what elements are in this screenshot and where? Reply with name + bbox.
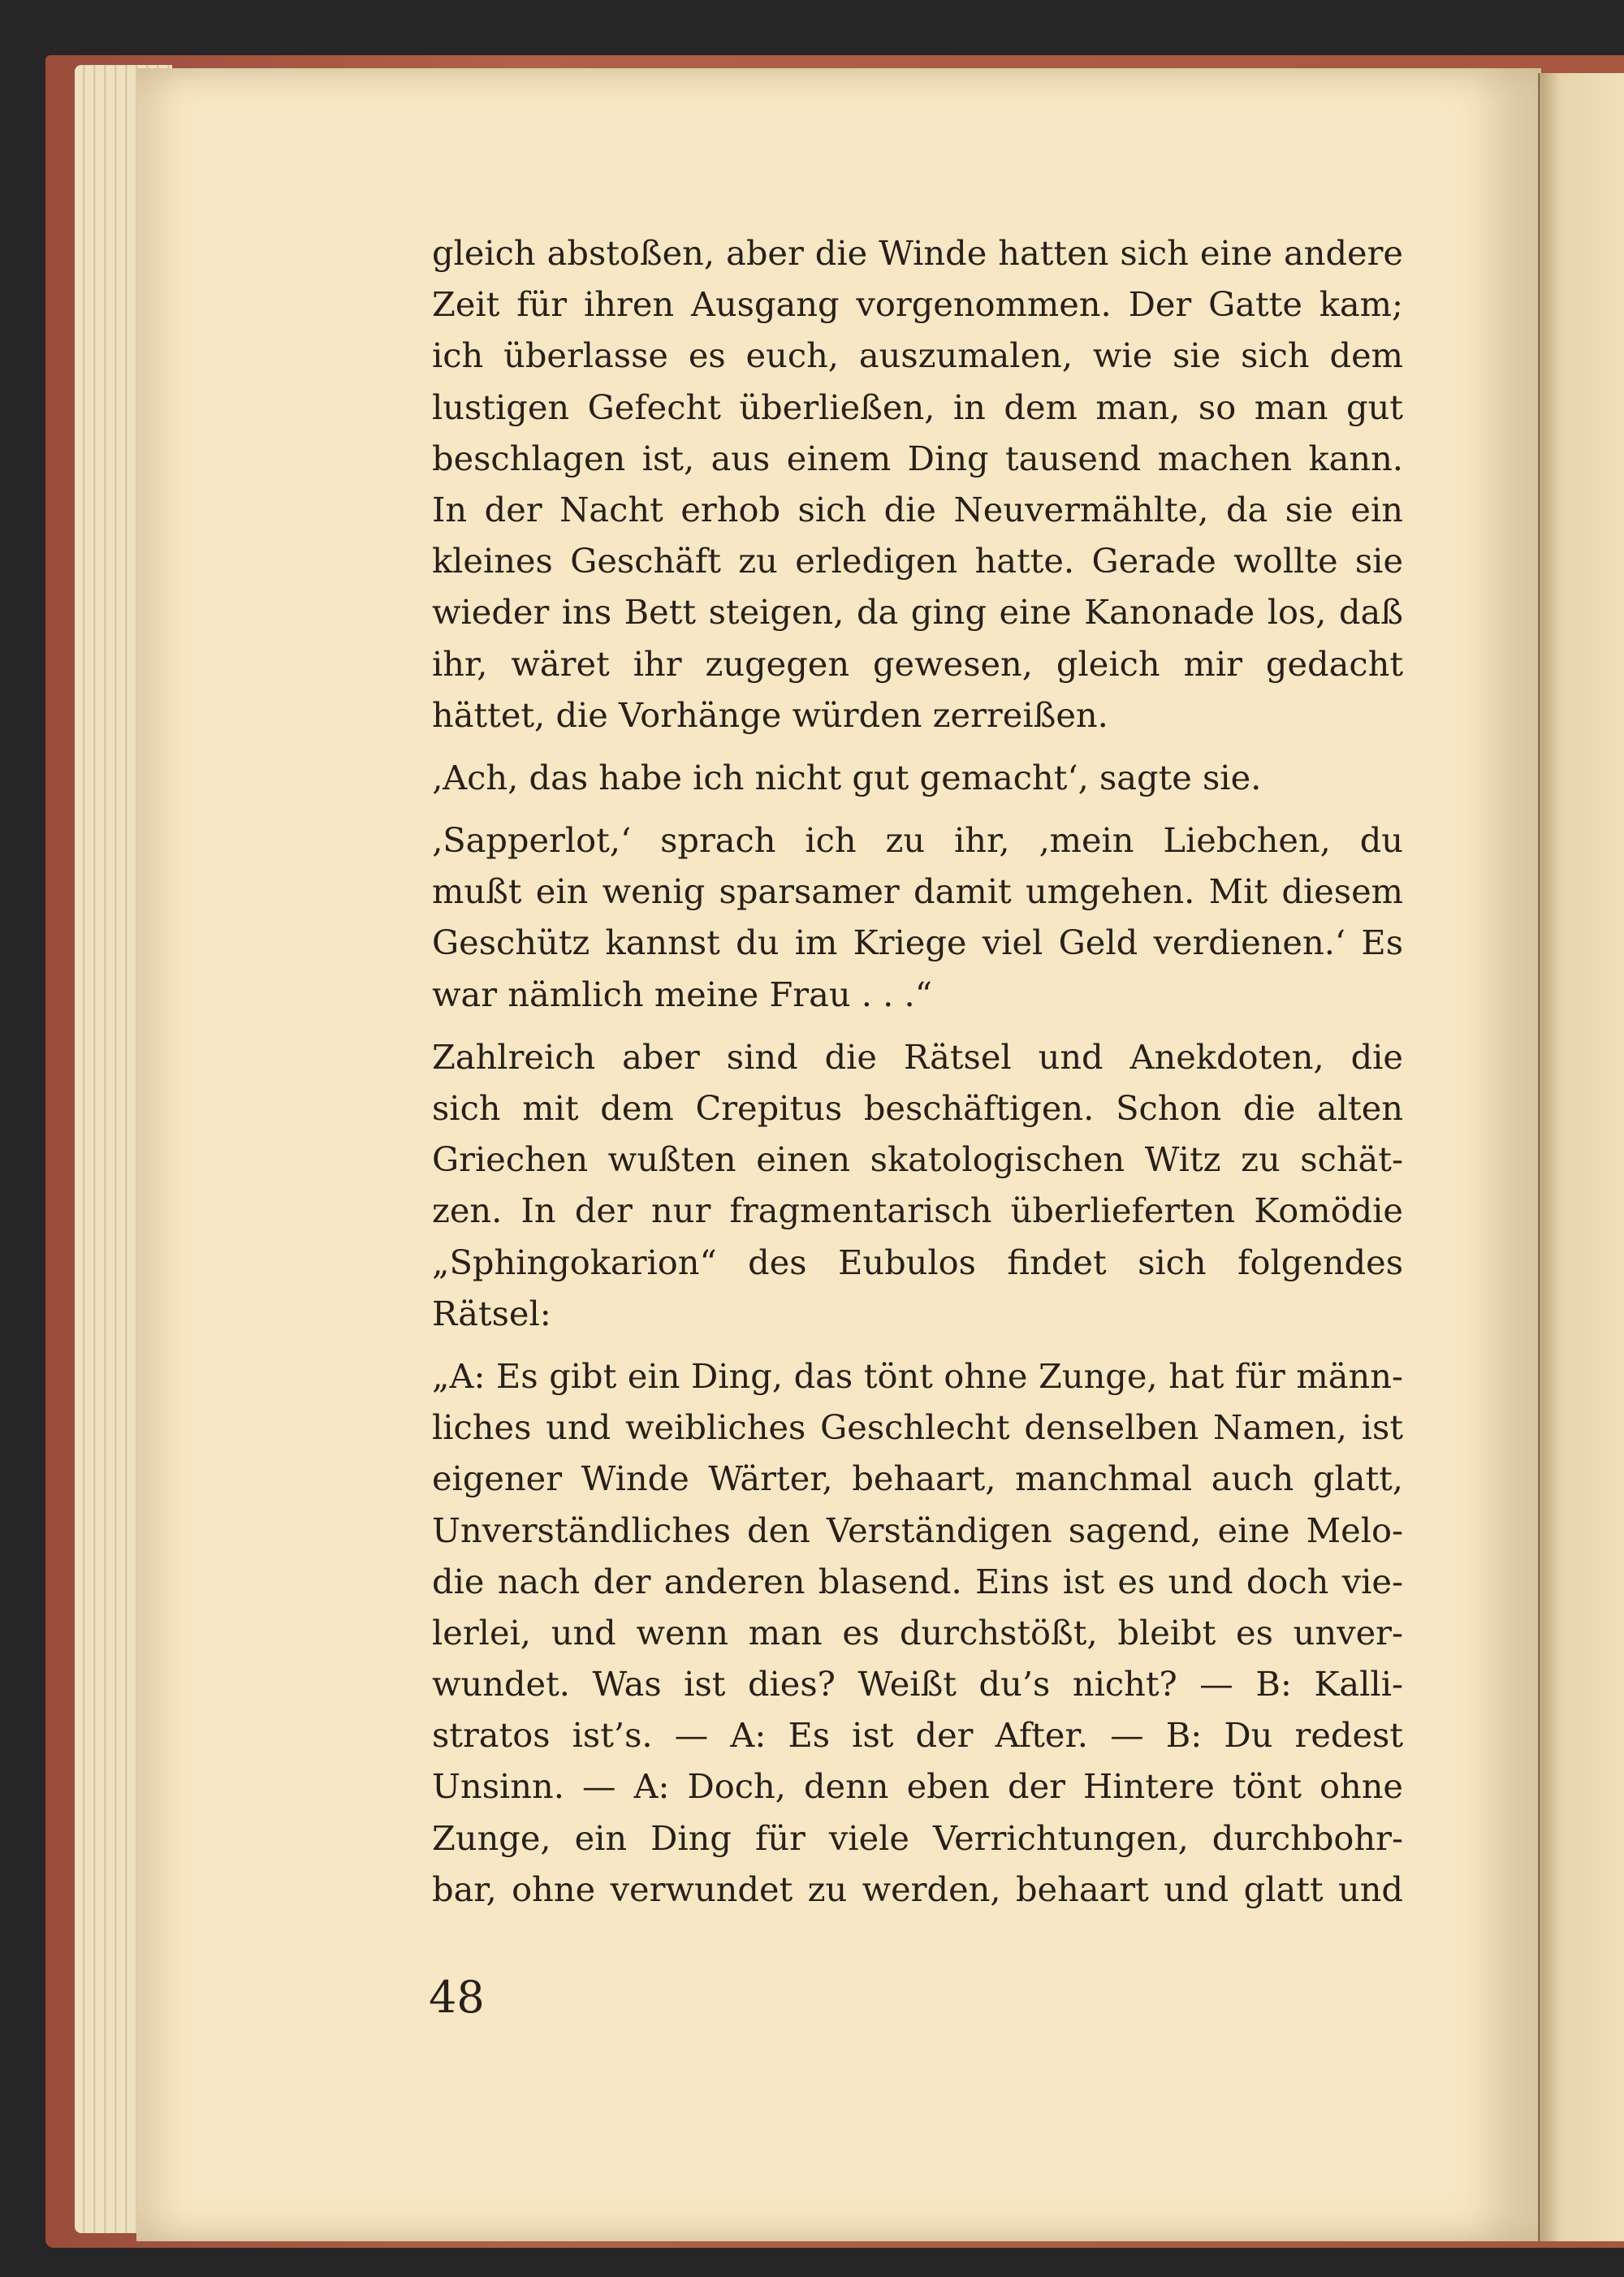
text-line: In der Nacht erhob sich die Neuvermählte, da sie ein	[432, 489, 1403, 529]
text-line: bar, ohne verwundet zu werden, behaart und glatt und	[432, 1869, 1403, 1909]
text-line: ich überlasse es euch, auszumalen, wie sie sich dem	[432, 335, 1403, 376]
text-line: beschlagen ist, aus einem Ding tausend machen kann.	[432, 438, 1403, 478]
text-line: Unverständliches den Verständigen sagend, eine Melo-	[432, 1510, 1403, 1550]
paragraph-2	[432, 752, 1403, 803]
text-line: liches und weibliches Geschlecht denselben Namen, ist	[432, 1407, 1403, 1448]
text-line: „Sphingokarion“ des Eubulos findet sich folgendes	[432, 1242, 1403, 1282]
text-line: die nach der anderen blasend. Eins ist es und doch vie-	[432, 1561, 1403, 1601]
text-line: ‚Ach, das habe ich nicht gut gemacht‘, sagte sie.	[432, 757, 1262, 797]
text-line: lustigen Gefecht überließen, in dem man, so man gut	[432, 387, 1403, 427]
text-line: Griechen wußten einen skatologischen Witz zu schät-	[432, 1139, 1403, 1180]
paragraph-1	[432, 227, 1403, 741]
text-line: hättet, die Vorhänge würden zerreißen.	[432, 694, 1108, 735]
text-line: gleich abstoßen, aber die Winde hatten sich eine andere	[432, 233, 1403, 273]
text-line: Geschütz kannst du im Kriege viel Geld verdienen.‘ Es	[432, 922, 1403, 963]
text-line: war nämlich meine Frau . . .“	[432, 974, 932, 1014]
text-line: mußt ein wenig sparsamer damit umgehen. Mit diesem	[432, 871, 1403, 912]
text-line: zen. In der nur fragmentarisch überlieferten Komödie	[432, 1190, 1403, 1231]
text-line: ‚Sapperlot,‘ sprach ich zu ihr, ‚mein Liebchen, du	[432, 820, 1403, 861]
paragraph-5	[432, 1350, 1403, 1915]
paragraph-3	[432, 814, 1403, 1020]
page-number: 48	[429, 1972, 485, 2023]
text-line: lerlei, und wenn man es durchstößt, bleibt es unver-	[432, 1612, 1403, 1653]
paragraph-4	[432, 1031, 1403, 1339]
text-line: Unsinn. — A: Doch, denn eben der Hintere tönt ohne	[432, 1766, 1403, 1807]
text-line: Zunge, ein Ding für viele Verrichtungen, durchbohr-	[432, 1817, 1403, 1858]
text-line: Zahlreich aber sind die Rätsel und Anekdoten, die	[432, 1036, 1403, 1077]
text-line: stratos ist’s. — A: Es ist der After. — B: Du redest	[432, 1715, 1403, 1756]
text-line: Zeit für ihren Ausgang vorgenommen. Der Gatte kam;	[432, 284, 1403, 325]
text-line: wieder ins Bett steigen, da ging eine Kanonade los, daß	[432, 592, 1403, 633]
text-line: eigener Winde Wärter, behaart, manchmal auch glatt,	[432, 1458, 1403, 1499]
text-line: Rätsel:	[432, 1293, 551, 1333]
page-text	[432, 227, 1403, 1915]
facing-page-edge	[1540, 73, 1624, 2241]
text-line: kleines Geschäft zu erledigen hatte. Gerade wollte sie	[432, 541, 1403, 581]
text-line: sich mit dem Crepitus beschäftigen. Schon die alten	[432, 1088, 1403, 1128]
text-line: wundet. Was ist dies? Weißt du’s nicht? — B: Kalli-	[432, 1664, 1403, 1705]
text-line: „A: Es gibt ein Ding, das tönt ohne Zunge, hat für männ-	[432, 1355, 1403, 1396]
page-gutter	[1538, 73, 1540, 2241]
text-line: ihr, wäret ihr zugegen gewesen, gleich mir gedacht	[432, 643, 1403, 684]
